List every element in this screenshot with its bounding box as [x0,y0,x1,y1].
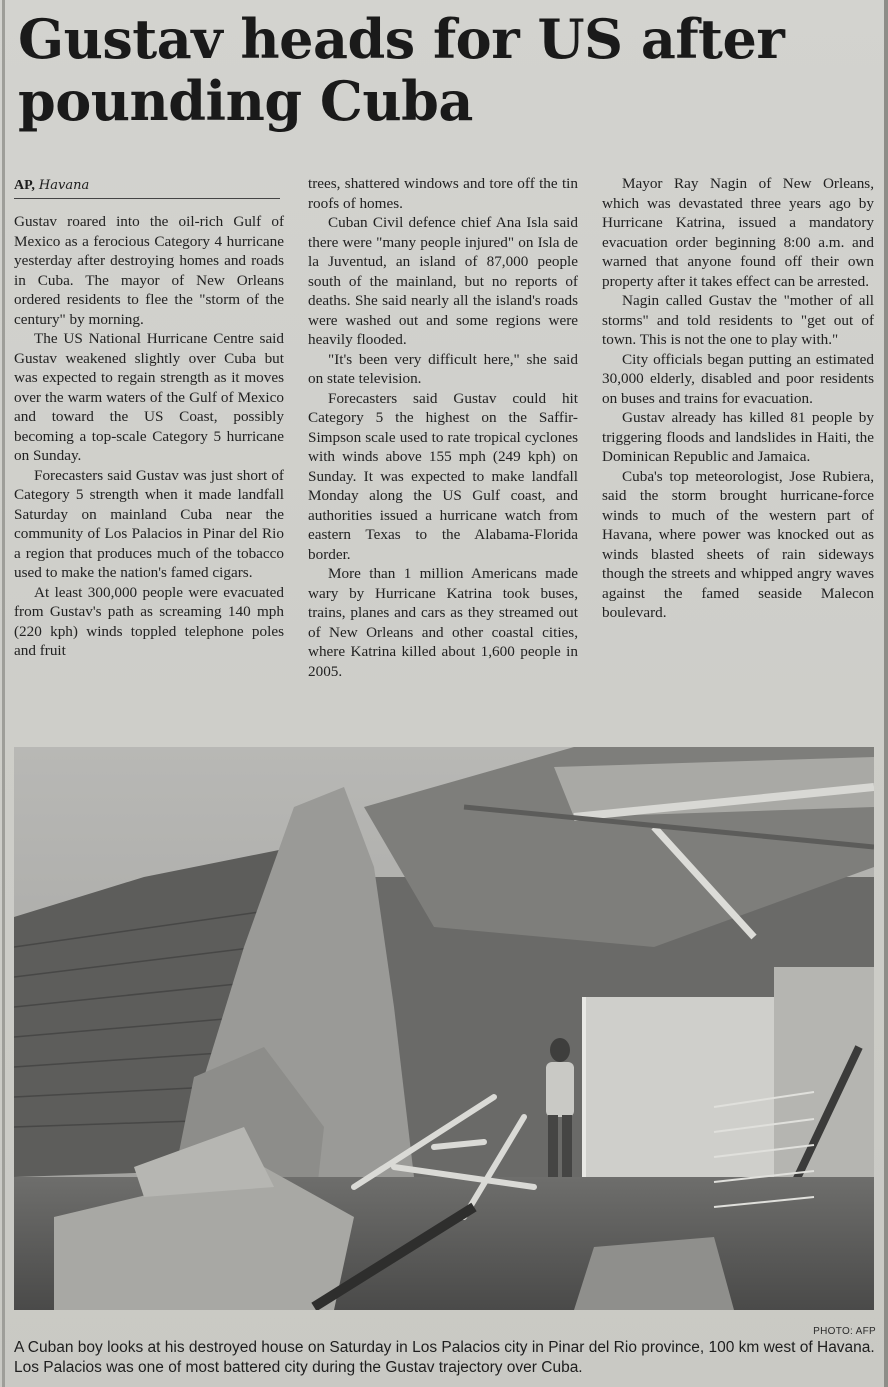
article-paragraph: Gustav roared into the oil-rich Gulf of Mexico as a ferocious Category 4 hurricane yesterday after destroying homes and roads in Cuba. The mayor of New Orleans ordered residents to flee the "storm of the century" by morning. [14,213,284,328]
photo-credit: PHOTO: AFP [813,1326,876,1337]
article-column-2 [308,174,578,681]
byline-city: Havana [38,178,90,193]
page-edge-left [2,0,5,1387]
article-paragraph: At least 300,000 people were evacuated from Gustav's path as screaming 140 mph (220 kph) winds toppled telephone poles and fruit [14,583,284,659]
page-edge-right [884,0,888,1387]
article-paragraph: Gustav already has killed 81 people by triggering floods and landslides in Haiti, the Dominican Republic and Jamaica. [602,409,874,465]
byline-agency: AP, [14,178,35,193]
photo-illustration [14,747,874,1310]
article-column-3 [602,174,874,623]
news-photo-destroyed-house [14,747,874,1310]
article-byline [14,176,280,199]
photo-caption: A Cuban boy looks at his destroyed house on Saturday in Los Palacios city in Pinar del Rio province, 100 km west of Havana. Los Palacios was one of most battered city during the Gustav trajectory over Cuba. [14,1339,875,1376]
article-paragraph: Cuban Civil defence chief Ana Isla said there were "many people injured" on Isla de la Juventud, an island of 87,000 people south of the mainland, but no reports of deaths. She said nearly all the island's roads were washed out and some regions were heavily flooded. [308,214,578,348]
article-paragraph: Forecasters said Gustav was just short of Category 5 strength when it made landfall Saturday on mainland Cuba near the community of Los Palacios in Pinar del Rio a region that produces much of the tobacco used to make the nation's famed cigars. [14,466,284,581]
article-paragraph: "It's been very difficult here," she said on state television. [308,350,578,387]
article-paragraph: Cuba's top meteorologist, Jose Rubiera, said the storm brought hurricane-force winds to much of the western part of Havana, where power was knocked out as winds blasted sheets of rain sideways though the streets and whipped angry waves against the famed seaside Malecon boulevard. [602,467,874,621]
article-paragraph: Forecasters said Gustav could hit Category 5 the highest on the Saffir-Simpson scale used to rate tropical cyclones with winds above 155 mph (249 kph) on Sunday. It was expected to make landfall Monday along the US Gulf coast, and authorities issued a hurricane watch from eastern Texas to the Alabama-Florida border. [308,389,578,563]
article-paragraph: More than 1 million Americans made wary by Hurricane Katrina took buses, trains, planes and cars as they streamed out of New Orleans and other coastal cities, where Katrina killed about 1,600 people in 2005. [308,565,578,680]
article-headline: Gustav heads for US after pounding Cuba [18,7,785,133]
article-paragraph: Nagin called Gustav the "mother of all storms" and told residents to "get out of town. This is not the one to play with." [602,292,874,348]
article-paragraph: The US National Hurricane Centre said Gustav weakened slightly over Cuba but was expected to regain strength as it moves over the warm waters of the Gulf of Mexico and toward the US Coast, possibly becoming a top-scale Category 5 hurricane on Sunday. [14,330,284,464]
article-paragraph: trees, shattered windows and tore off the tin roofs of homes. [308,175,578,212]
article-paragraph: Mayor Ray Nagin of New Orleans, which was devastated three years ago by Hurricane Katrina, issued a mandatory evacuation order beginning 8:00 a.m. and warned that anyone found off their own property after it takes effect can be arrested. [602,175,874,290]
article-column-1 [14,212,284,661]
article-paragraph: City officials began putting an estimated 30,000 elderly, disabled and poor residents on buses and trains for evacuation. [602,350,874,407]
